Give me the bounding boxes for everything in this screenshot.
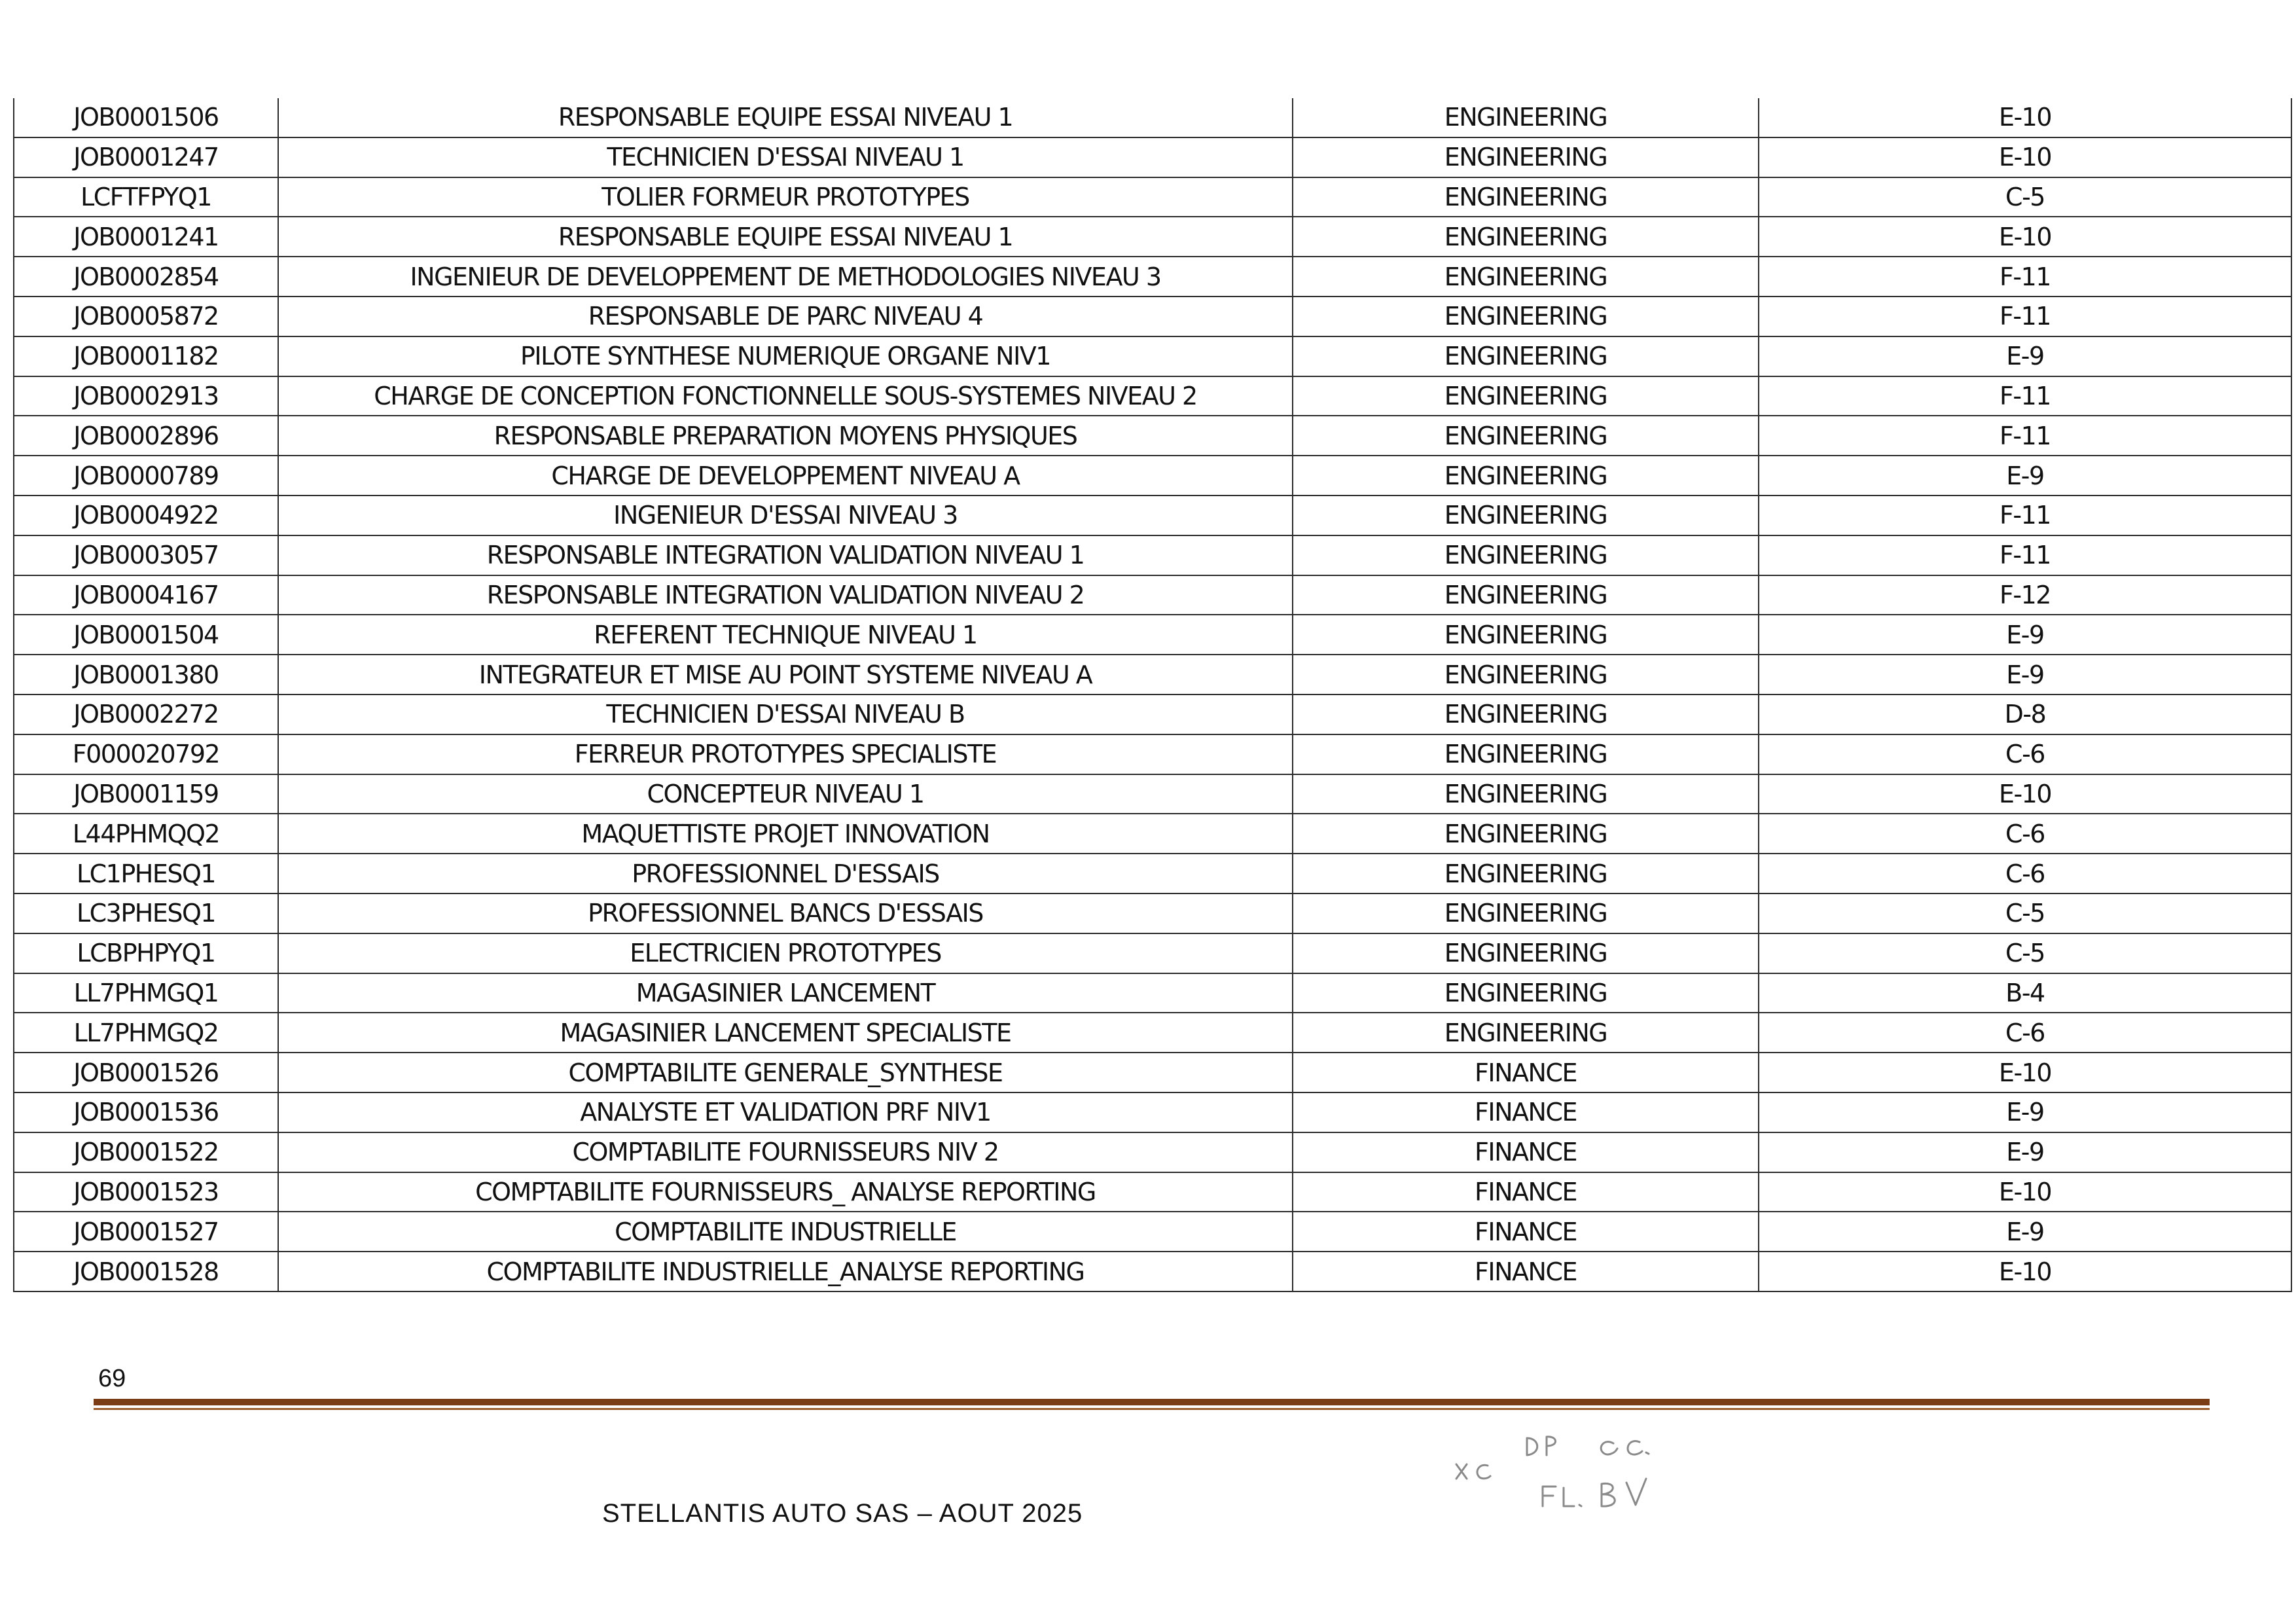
cell-title: MAGASINIER LANCEMENT SPECIALISTE: [278, 1013, 1293, 1053]
cell-grade: C-5: [1759, 177, 2291, 217]
cell-title: PILOTE SYNTHESE NUMERIQUE ORGANE NIV1: [278, 336, 1293, 376]
cell-code: JOB0001528: [14, 1252, 278, 1291]
cell-code: JOB0001506: [14, 98, 278, 137]
cell-grade: C-6: [1759, 854, 2291, 893]
table-row: [14, 1252, 2291, 1291]
cell-family: ENGINEERING: [1293, 177, 1759, 217]
cell-grade: C-6: [1759, 814, 2291, 854]
cell-code: JOB0004167: [14, 575, 278, 615]
table-row: [14, 933, 2291, 973]
table-row: [14, 1013, 2291, 1053]
table-row: [14, 98, 2291, 137]
table-row: [14, 177, 2291, 217]
cell-family: ENGINEERING: [1293, 98, 1759, 137]
cell-family: ENGINEERING: [1293, 695, 1759, 734]
cell-title: TOLIER FORMEUR PROTOTYPES: [278, 177, 1293, 217]
cell-code: JOB0002913: [14, 376, 278, 416]
cell-family: FINANCE: [1293, 1252, 1759, 1291]
cell-grade: C-6: [1759, 734, 2291, 774]
table-row: [14, 257, 2291, 297]
cell-family: ENGINEERING: [1293, 575, 1759, 615]
cell-family: ENGINEERING: [1293, 1013, 1759, 1053]
cell-code: JOB0001522: [14, 1132, 278, 1172]
cell-code: LC3PHESQ1: [14, 893, 278, 933]
table-row: [14, 416, 2291, 456]
cell-grade: E-10: [1759, 137, 2291, 177]
cell-family: ENGINEERING: [1293, 376, 1759, 416]
cell-title: PROFESSIONNEL D'ESSAIS: [278, 854, 1293, 893]
cell-title: RESPONSABLE INTEGRATION VALIDATION NIVEAU 1: [278, 535, 1293, 575]
cell-family: ENGINEERING: [1293, 217, 1759, 257]
cell-grade: E-9: [1759, 456, 2291, 496]
cell-code: JOB0001247: [14, 137, 278, 177]
cell-title: TECHNICIEN D'ESSAI NIVEAU 1: [278, 137, 1293, 177]
cell-code: JOB0002896: [14, 416, 278, 456]
cell-family: FINANCE: [1293, 1212, 1759, 1252]
cell-grade: E-9: [1759, 1212, 2291, 1252]
cell-code: LL7PHMGQ1: [14, 973, 278, 1013]
cell-grade: C-5: [1759, 893, 2291, 933]
cell-title: ANALYSTE ET VALIDATION PRF NIV1: [278, 1092, 1293, 1132]
cell-title: CONCEPTEUR NIVEAU 1: [278, 774, 1293, 814]
cell-grade: E-10: [1759, 774, 2291, 814]
cell-family: ENGINEERING: [1293, 734, 1759, 774]
cell-title: COMPTABILITE FOURNISSEURS NIV 2: [278, 1132, 1293, 1172]
cell-title: COMPTABILITE INDUSTRIELLE_ANALYSE REPORTING: [278, 1252, 1293, 1291]
cell-family: ENGINEERING: [1293, 297, 1759, 336]
cell-grade: F-11: [1759, 297, 2291, 336]
cell-grade: C-6: [1759, 1013, 2291, 1053]
cell-family: ENGINEERING: [1293, 655, 1759, 695]
cell-title: COMPTABILITE INDUSTRIELLE: [278, 1212, 1293, 1252]
cell-title: PROFESSIONNEL BANCS D'ESSAIS: [278, 893, 1293, 933]
cell-grade: E-10: [1759, 98, 2291, 137]
footer-company-date: STELLANTIS AUTO SAS – AOUT 2025: [602, 1499, 1083, 1528]
table-row: [14, 814, 2291, 854]
cell-code: LCFTFPYQ1: [14, 177, 278, 217]
cell-code: JOB0003057: [14, 535, 278, 575]
cell-title: RESPONSABLE EQUIPE ESSAI NIVEAU 1: [278, 217, 1293, 257]
cell-family: ENGINEERING: [1293, 933, 1759, 973]
cell-code: L44PHMQQ2: [14, 814, 278, 854]
table-row: [14, 376, 2291, 416]
table-row: [14, 854, 2291, 893]
table-row: [14, 1092, 2291, 1132]
table-row: [14, 496, 2291, 535]
cell-code: LC1PHESQ1: [14, 854, 278, 893]
cell-grade: F-11: [1759, 496, 2291, 535]
cell-title: INTEGRATEUR ET MISE AU POINT SYSTEME NIVEAU A: [278, 655, 1293, 695]
table-row: [14, 893, 2291, 933]
table-row: [14, 695, 2291, 734]
cell-title: COMPTABILITE GENERALE_SYNTHESE: [278, 1053, 1293, 1092]
cell-family: ENGINEERING: [1293, 973, 1759, 1013]
cell-grade: F-11: [1759, 257, 2291, 297]
cell-title: MAQUETTISTE PROJET INNOVATION: [278, 814, 1293, 854]
table-row: [14, 575, 2291, 615]
handwritten-initials: [1450, 1424, 1685, 1515]
cell-title: RESPONSABLE INTEGRATION VALIDATION NIVEAU 2: [278, 575, 1293, 615]
cell-grade: E-10: [1759, 1172, 2291, 1212]
cell-code: JOB0001241: [14, 217, 278, 257]
table-row: [14, 456, 2291, 496]
cell-family: ENGINEERING: [1293, 854, 1759, 893]
page-number: 69: [98, 1365, 126, 1392]
table-row: [14, 1172, 2291, 1212]
table-row: [14, 774, 2291, 814]
cell-code: JOB0001523: [14, 1172, 278, 1212]
table-row: [14, 615, 2291, 655]
cell-code: JOB0001159: [14, 774, 278, 814]
cell-title: FERREUR PROTOTYPES SPECIALISTE: [278, 734, 1293, 774]
cell-title: CHARGE DE CONCEPTION FONCTIONNELLE SOUS-SYSTEMES NIVEAU 2: [278, 376, 1293, 416]
job-table-body: [14, 98, 2291, 1291]
cell-title: COMPTABILITE FOURNISSEURS_ ANALYSE REPORTING: [278, 1172, 1293, 1212]
cell-code: LL7PHMGQ2: [14, 1013, 278, 1053]
cell-title: INGENIEUR D'ESSAI NIVEAU 3: [278, 496, 1293, 535]
cell-family: ENGINEERING: [1293, 416, 1759, 456]
cell-grade: F-11: [1759, 535, 2291, 575]
table-row: [14, 1053, 2291, 1092]
cell-code: JOB0004922: [14, 496, 278, 535]
cell-code: JOB0001526: [14, 1053, 278, 1092]
cell-code: LCBPHPYQ1: [14, 933, 278, 973]
cell-title: INGENIEUR DE DEVELOPPEMENT DE METHODOLOGIES NIVEAU 3: [278, 257, 1293, 297]
cell-family: ENGINEERING: [1293, 257, 1759, 297]
table-row: [14, 655, 2291, 695]
cell-code: JOB0001504: [14, 615, 278, 655]
table-row: [14, 1212, 2291, 1252]
cell-code: JOB0005872: [14, 297, 278, 336]
table-row: [14, 137, 2291, 177]
cell-code: JOB0001536: [14, 1092, 278, 1132]
cell-family: ENGINEERING: [1293, 615, 1759, 655]
cell-grade: F-12: [1759, 575, 2291, 615]
cell-grade: E-10: [1759, 217, 2291, 257]
footer-divider: [94, 1399, 2210, 1410]
cell-grade: F-11: [1759, 376, 2291, 416]
table-row: [14, 734, 2291, 774]
cell-title: RESPONSABLE PREPARATION MOYENS PHYSIQUES: [278, 416, 1293, 456]
cell-code: JOB0001527: [14, 1212, 278, 1252]
cell-grade: E-10: [1759, 1053, 2291, 1092]
table-row: [14, 217, 2291, 257]
cell-family: ENGINEERING: [1293, 496, 1759, 535]
cell-family: ENGINEERING: [1293, 137, 1759, 177]
table-row: [14, 1132, 2291, 1172]
cell-title: REFERENT TECHNIQUE NIVEAU 1: [278, 615, 1293, 655]
footer-divider-thick: [94, 1399, 2210, 1405]
cell-code: JOB0000789: [14, 456, 278, 496]
cell-code: F000020792: [14, 734, 278, 774]
cell-code: JOB0001182: [14, 336, 278, 376]
cell-title: MAGASINIER LANCEMENT: [278, 973, 1293, 1013]
cell-grade: C-5: [1759, 933, 2291, 973]
table-row: [14, 297, 2291, 336]
cell-code: JOB0001380: [14, 655, 278, 695]
cell-grade: B-4: [1759, 973, 2291, 1013]
cell-family: ENGINEERING: [1293, 535, 1759, 575]
cell-code: JOB0002854: [14, 257, 278, 297]
table-row: [14, 336, 2291, 376]
cell-family: FINANCE: [1293, 1172, 1759, 1212]
cell-grade: E-9: [1759, 336, 2291, 376]
cell-title: CHARGE DE DEVELOPPEMENT NIVEAU A: [278, 456, 1293, 496]
table-row: [14, 535, 2291, 575]
cell-grade: E-9: [1759, 655, 2291, 695]
cell-family: FINANCE: [1293, 1132, 1759, 1172]
cell-family: ENGINEERING: [1293, 336, 1759, 376]
cell-family: FINANCE: [1293, 1053, 1759, 1092]
cell-family: ENGINEERING: [1293, 814, 1759, 854]
cell-family: ENGINEERING: [1293, 893, 1759, 933]
cell-title: RESPONSABLE EQUIPE ESSAI NIVEAU 1: [278, 98, 1293, 137]
cell-family: ENGINEERING: [1293, 456, 1759, 496]
cell-grade: E-9: [1759, 1132, 2291, 1172]
cell-family: ENGINEERING: [1293, 774, 1759, 814]
cell-grade: E-9: [1759, 615, 2291, 655]
table-row: [14, 973, 2291, 1013]
cell-code: JOB0002272: [14, 695, 278, 734]
cell-grade: D-8: [1759, 695, 2291, 734]
footer-divider-thin: [94, 1408, 2210, 1410]
cell-title: RESPONSABLE DE PARC NIVEAU 4: [278, 297, 1293, 336]
cell-grade: F-11: [1759, 416, 2291, 456]
cell-grade: E-9: [1759, 1092, 2291, 1132]
job-table: [13, 98, 2292, 1292]
cell-family: FINANCE: [1293, 1092, 1759, 1132]
cell-grade: E-10: [1759, 1252, 2291, 1291]
cell-title: TECHNICIEN D'ESSAI NIVEAU B: [278, 695, 1293, 734]
cell-title: ELECTRICIEN PROTOTYPES: [278, 933, 1293, 973]
